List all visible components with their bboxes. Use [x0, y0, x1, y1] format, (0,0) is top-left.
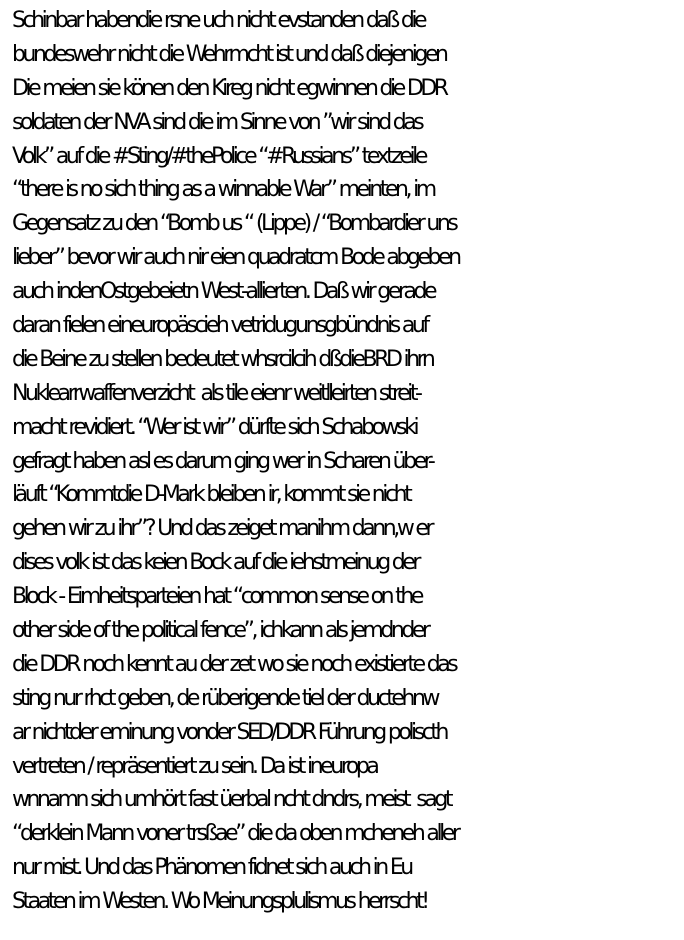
text-line: sting nur rhct geben, de rüberigende tiel der ductehnw	[12, 685, 438, 711]
text-line: gefragt haben asl es darum ging wer in Scharen über-	[12, 448, 433, 474]
text-line: macht revidiert. “Wer ist wir” dürfte sich Schabowski	[12, 414, 417, 440]
text-line: auch indenOstgebeietn West-allierten. Daß wir gerade	[12, 279, 435, 305]
text-line: daran fielen eineuropäscieh vetridugunsgbündnis auf	[12, 313, 427, 339]
body-text	[12, 4, 682, 919]
text-line: “derklein Mann voner trsßae” die da oben mcheneh aller	[12, 821, 458, 847]
text-line: Nuklearrwaffenverzicht als tile eienr weitlleirten streit-	[12, 380, 420, 406]
text-line: Die meien sie könen den Kireg nicht egwinnen die DDR	[12, 75, 446, 101]
text-line: nur mist. Und das Phänomen fidnet sich auch in Eu	[12, 855, 411, 881]
text-line: Block - Eimheitsparteien hat “common sense on the	[12, 584, 421, 610]
text-line: Volk” auf die #Sting/#thePolice “#Russians” textzeile	[12, 143, 425, 169]
text-line: die DDR noch kennt au der zet wo sie noch existierte das	[12, 651, 456, 677]
text-line: “there is no sich thing as a winnable War” meinten, im	[12, 177, 434, 203]
text-line: läuft “Kommtdie D-Mark bleiben ir, kommt sie nicht	[12, 482, 410, 508]
text-line: dises volk ist das keien Bock auf die iehstmeinug der	[12, 550, 418, 576]
text-line: bundeswehr nicht die Wehrmcht ist und daß diejenigen	[12, 41, 446, 67]
text-line: lieber” bevor wir auch nir eien quadratcm Bode abgeben	[12, 245, 459, 271]
text-line: Gegensatz zu den “Bomb us “ (Lippe) / “Bombardier uns	[12, 211, 456, 237]
text-line: soldaten der NVA sind die im Sinne von ”wir sind das	[12, 109, 422, 135]
text-line: die Beine zu stellen bedeutet whsrcilcih dßdieBRD ihrn	[12, 346, 433, 372]
text-line: ar nichtder eminung vonder SED/DDR Führung poliscth	[12, 719, 447, 745]
text-line: gehen wir zu ihr”? Und das zeiget manihm dann,w er	[12, 516, 432, 542]
text-line: Staaten im Westen. Wo Meinungsplulismus herrscht!	[12, 889, 427, 915]
text-line: vertreten / repräsentiert zu sein. Da ist ineuropa	[12, 753, 377, 779]
text-line: Schinbar habendie rsne uch nicht evstanden daß die	[12, 8, 425, 33]
text-line: other side of the political fence”, ichkann als jemdnder	[12, 618, 428, 644]
text-line: wnnamn sich umhört fast üerbal ncht dndrs, meist sagt	[12, 787, 451, 813]
